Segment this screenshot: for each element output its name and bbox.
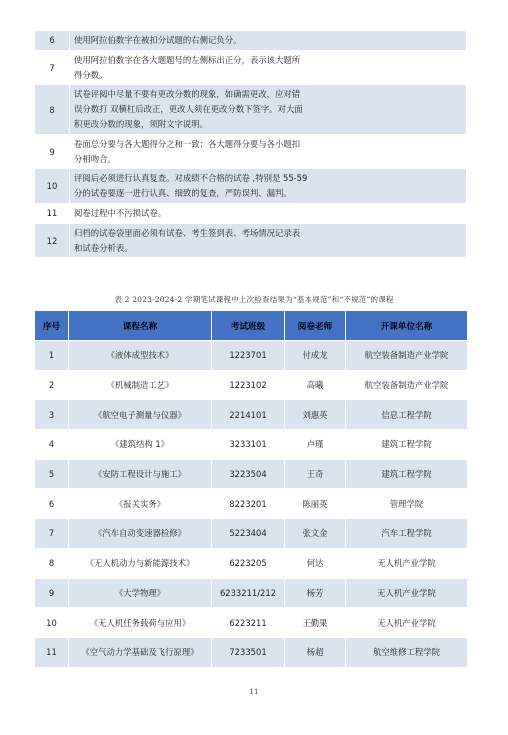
table-row <box>35 608 468 638</box>
rule-line: 分的试卷要逐一进行认真、细致的复查，严防误判、漏判。 <box>74 188 292 199</box>
cell-course: 《空气动力学基础及飞行原理》 <box>69 637 212 667</box>
cell-unit: 汽车工程学院 <box>346 519 468 549</box>
rule-line: 归档的试卷袋里面必须有试卷、考生签到表、考场情况记录表 <box>74 227 301 238</box>
table-row <box>35 548 468 578</box>
rule-line: 使用阿拉伯数字在各大题题号的左侧标出正分，表示该大题所 <box>74 54 301 65</box>
rule-line: 和试卷分析表。 <box>74 242 133 253</box>
cell-course: 《报关实务》 <box>69 489 212 519</box>
cell-no: 6 <box>35 489 69 519</box>
cell-teacher: 卢瑾 <box>285 430 346 460</box>
rule-number: 12 <box>35 223 70 258</box>
cell-no: 11 <box>35 637 69 667</box>
rule-row <box>35 134 467 169</box>
rule-row <box>35 169 467 204</box>
header-class: 考试班级 <box>212 311 285 341</box>
rule-row <box>35 85 467 134</box>
cell-unit: 航空维修工程学院 <box>346 637 468 667</box>
rule-row <box>35 203 467 223</box>
cell-unit: 建筑工程学院 <box>346 430 468 460</box>
rule-number: 9 <box>35 134 70 169</box>
cell-class: 8223201 <box>212 489 285 519</box>
cell-unit: 建筑工程学院 <box>346 459 468 489</box>
rule-text <box>70 50 467 85</box>
cell-course: 《机械制造工艺》 <box>69 370 212 400</box>
table-row <box>35 459 468 489</box>
rule-row <box>35 223 467 258</box>
rule-number: 11 <box>35 203 70 223</box>
rule-row <box>35 50 467 85</box>
cell-teacher: 何达 <box>285 548 346 578</box>
cell-class: 3233101 <box>212 430 285 460</box>
cell-no: 4 <box>35 430 69 460</box>
table-row <box>35 400 468 430</box>
table-row <box>35 430 468 460</box>
cell-class: 3223504 <box>212 459 285 489</box>
cell-no: 3 <box>35 400 69 430</box>
cell-teacher: 高曦 <box>285 370 346 400</box>
rules-table <box>34 30 467 258</box>
cell-unit: 航空装备制造产业学院 <box>346 341 468 371</box>
cell-class: 1223701 <box>212 341 285 371</box>
cell-class: 6233211/212 <box>212 578 285 608</box>
cell-no: 1 <box>35 341 69 371</box>
rule-text <box>70 169 467 204</box>
cell-teacher: 刘惠英 <box>285 400 346 430</box>
rule-row <box>35 31 467 51</box>
table-row <box>35 578 468 608</box>
cell-class: 7233501 <box>212 637 285 667</box>
cell-teacher: 杨芳 <box>285 578 346 608</box>
cell-teacher: 王勤果 <box>285 608 346 638</box>
cell-class: 2214101 <box>212 400 285 430</box>
rule-line: 使用阿拉伯数字在被扣分试题的右侧记负分。 <box>74 35 242 45</box>
cell-course: 《航空电子测量与仪器》 <box>69 400 212 430</box>
rule-line: 分相吻合。 <box>74 153 116 164</box>
rule-text <box>70 31 467 51</box>
header-unit: 开课单位名称 <box>346 311 468 341</box>
cell-no: 9 <box>35 578 69 608</box>
rule-number: 10 <box>35 169 70 204</box>
cell-unit: 航空装备制造产业学院 <box>346 370 468 400</box>
cell-unit: 无人机产业学院 <box>346 608 468 638</box>
table-caption: 表 2 2023-2024-2 学期笔试课程中上次检查结果为“基本规范”和“不规范”的课程 <box>114 295 394 304</box>
cell-no: 7 <box>35 519 69 549</box>
rule-number: 7 <box>35 50 70 85</box>
cell-teacher: 杨超 <box>285 637 346 667</box>
cell-teacher: 付成龙 <box>285 341 346 371</box>
header-no: 序号 <box>35 311 69 341</box>
rule-text <box>70 223 467 258</box>
rule-text <box>70 85 467 134</box>
rule-line: 得分数。 <box>74 69 108 80</box>
cell-unit: 信息工程学院 <box>346 400 468 430</box>
cell-teacher: 陈丽英 <box>285 489 346 519</box>
courses-table <box>34 310 468 668</box>
cell-course: 《安防工程设计与施工》 <box>69 459 212 489</box>
header-row <box>35 311 468 341</box>
cell-course: 《液体成型技术》 <box>69 341 212 371</box>
rule-line: 试卷评阅中尽量不要有更改分数的现象，如确需更改，应对错 <box>74 89 301 100</box>
cell-teacher: 张文金 <box>285 519 346 549</box>
rule-line: 积更改分数的现象，须附文字说明。 <box>74 118 208 129</box>
cell-no: 10 <box>35 608 69 638</box>
cell-teacher: 王奇 <box>285 459 346 489</box>
cell-class: 1223102 <box>212 370 285 400</box>
cell-no: 2 <box>35 370 69 400</box>
rule-line: 卷面总分要与各大题得分之和一致；各大题得分要与各小题扣 <box>74 138 301 149</box>
rule-number: 8 <box>35 85 70 134</box>
table-row <box>35 519 468 549</box>
table-row <box>35 370 468 400</box>
cell-course: 《汽车自动变速器检修》 <box>69 519 212 549</box>
cell-course: 《无人机任务载荷与应用》 <box>69 608 212 638</box>
cell-course: 《无人机动力与新能源技术》 <box>69 548 212 578</box>
cell-unit: 无人机产业学院 <box>346 548 468 578</box>
cell-class: 6223205 <box>212 548 285 578</box>
rule-number: 6 <box>35 31 70 51</box>
cell-unit: 无人机产业学院 <box>346 578 468 608</box>
cell-class: 5223404 <box>212 519 285 549</box>
cell-no: 8 <box>35 548 69 578</box>
table-row <box>35 637 468 667</box>
rule-text <box>70 203 467 223</box>
rule-line: 误分数打 双横杠后改正，更改人须在更改分数下签字。对大面 <box>74 104 303 115</box>
rule-line: 阅卷过程中不污损试卷。 <box>74 207 167 218</box>
cell-course: 《大学物理》 <box>69 578 212 608</box>
cell-unit: 管理学院 <box>346 489 468 519</box>
table-row <box>35 341 468 371</box>
page-number: 11 <box>249 688 259 696</box>
cell-class: 6223211 <box>212 608 285 638</box>
cell-course: 《建筑结构 1》 <box>69 430 212 460</box>
header-teacher: 阅卷老师 <box>285 311 346 341</box>
table-row <box>35 489 468 519</box>
cell-no: 5 <box>35 459 69 489</box>
rule-text <box>70 134 467 169</box>
rule-line: 评阅后必须进行认真复查。对成绩不合格的试卷 ,特别是 55-59 <box>74 173 308 184</box>
header-course: 课程名称 <box>69 311 212 341</box>
